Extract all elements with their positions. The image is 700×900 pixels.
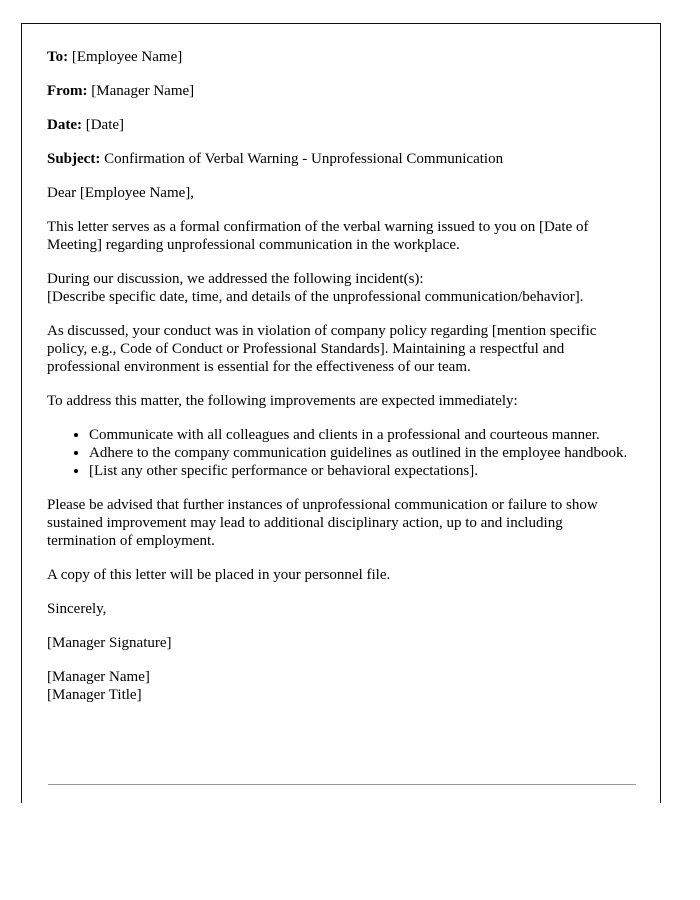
field-date-label: Date: xyxy=(47,117,82,133)
signature-block xyxy=(47,668,633,704)
signature-placeholder: [Manager Signature] xyxy=(47,635,172,651)
letter-page xyxy=(21,23,661,803)
field-to xyxy=(47,48,633,66)
list-item: • Communicate with all colleagues and clients in a professional and courteous manner. xyxy=(89,426,633,444)
paragraph-violation: As discussed, your conduct was in violation of company policy regarding [mention specific policy, e.g., Code of Conduct or Professional Standards]. Maintaining a respectful and professional environment is essential for the effectiveness of our team. xyxy=(47,323,597,375)
field-subject-label: Subject: xyxy=(47,151,101,167)
paragraph-warning: Please be advised that further instances of unprofessional communication or failure to show sustained improvement may lead to additional disciplinary action, up to and including termination of employment. xyxy=(47,497,598,549)
letter-body xyxy=(47,48,633,704)
paragraph-personnel-file: A copy of this letter will be placed in your personnel file. xyxy=(47,567,391,583)
field-from-value: [Manager Name] xyxy=(91,83,195,99)
field-from-label: From: xyxy=(47,83,88,99)
closing: Sincerely, xyxy=(47,601,107,617)
paragraph-expectations-lead: To address this matter, the following improvements are expected immediately: xyxy=(47,393,518,409)
discussion-detail: [Describe specific date, time, and details of the unprofessional communication/behavior]. xyxy=(47,289,584,305)
field-subject-value: Confirmation of Verbal Warning - Unprofessional Communication xyxy=(104,151,504,167)
field-date xyxy=(47,116,633,134)
paragraph-discussion xyxy=(47,270,633,306)
paragraph-intro: This letter serves as a formal confirmation of the verbal warning issued to you on [Date of Meeting] regarding unprofessional communication in the workplace. xyxy=(47,219,589,253)
signer-title: [Manager Title] xyxy=(47,687,142,703)
field-to-label: To: xyxy=(47,49,69,65)
signer-name: [Manager Name] xyxy=(47,669,150,685)
salutation: Dear [Employee Name], xyxy=(47,185,195,201)
field-subject xyxy=(47,150,633,168)
footer-divider xyxy=(48,784,636,785)
field-to-value: [Employee Name] xyxy=(71,49,183,65)
field-date-value: [Date] xyxy=(85,117,125,133)
discussion-lead: During our discussion, we addressed the following incident(s): xyxy=(47,271,424,287)
expectations-list xyxy=(47,426,633,480)
list-item: • [List any other specific performance or behavioral expectations]. xyxy=(89,462,633,480)
list-item: • Adhere to the company communication guidelines as outlined in the employee handbook. xyxy=(89,444,633,462)
field-from xyxy=(47,82,633,100)
